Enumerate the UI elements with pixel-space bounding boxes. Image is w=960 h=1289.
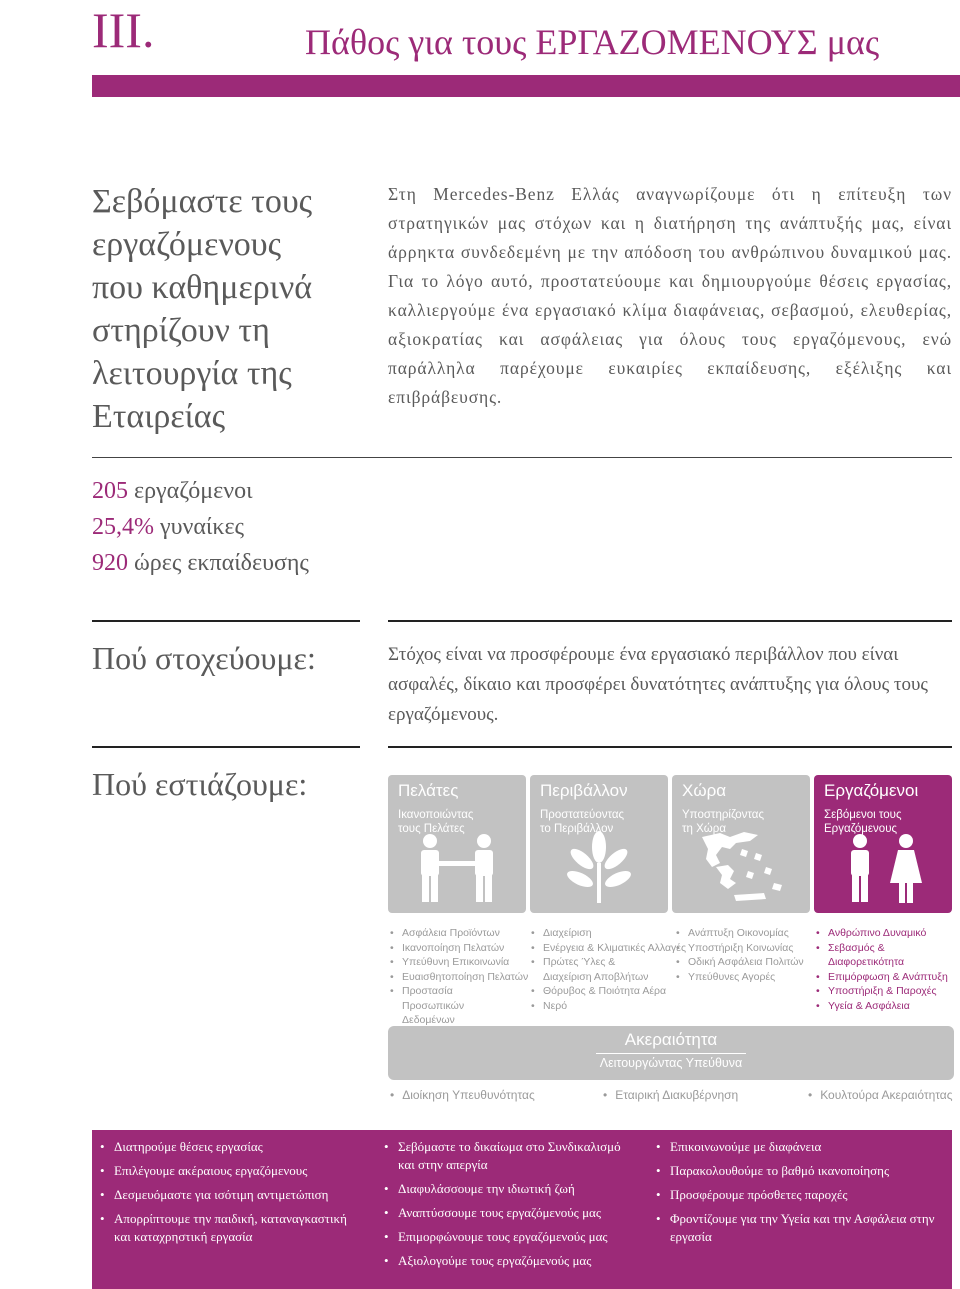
stat-label: εργαζόμενοι (134, 478, 253, 504)
focus-card-employees (814, 775, 952, 913)
header-bar (92, 75, 960, 97)
intro-heading-line: εργαζόμενους (92, 226, 282, 263)
integrity-underline (596, 1053, 746, 1054)
card-title: Περιβάλλον (540, 781, 628, 800)
divider (388, 620, 952, 622)
bottom-pillar-label: Εταιρική Διακυβέρνηση (615, 1088, 739, 1102)
list-item: • Σεβόμαστε το δικαίωμα στο Συνδικαλισμό και στην απεργία (384, 1138, 634, 1174)
divider (92, 457, 952, 458)
card-title: Πελάτες (398, 781, 459, 800)
employees-topic-list (816, 926, 960, 1013)
integrity-subtitle: Λειτουργώντας Υπεύθυνα (599, 1056, 743, 1070)
list-item: • Δεσμευόμαστε για ισότιμη αντιμετώπιση (100, 1186, 350, 1204)
list-item: • Ασφάλεια Προϊόντων (390, 926, 550, 941)
page-title: Πάθος για τους ΕΡΓΑΖΟΜΕΝΟΥΣ μας (305, 22, 880, 62)
list-item: • Υγεία & Ασφάλεια (816, 999, 960, 1014)
environment-topic-list (531, 926, 691, 1013)
integrity-bar (388, 1026, 954, 1080)
list-item: • Διαχείριση (531, 926, 691, 941)
list-item: • Επιμορφώνουμε τους εργαζόμενούς μας (384, 1228, 634, 1246)
list-item: • Ικανοποίηση Πελατών (390, 941, 550, 956)
bullet-dot: • (808, 1088, 813, 1102)
bottom-pillar-label: Κουλτούρα Ακεραιότητας (820, 1088, 953, 1102)
list-item: • Απορρίπτουμε την παιδική, καταναγκαστική και καταχρηστική εργασία (100, 1210, 350, 1246)
list-item: • Υπεύθυνες Αγορές (676, 970, 836, 985)
intro-heading-line: λειτουργία της (92, 355, 292, 392)
customers-topic-list (390, 926, 550, 1028)
list-item: • Νερό (531, 999, 691, 1014)
card-title: Εργαζόμενοι (824, 781, 919, 800)
list-item: • Αξιολογούμε τους εργαζόμενούς μας (384, 1252, 634, 1270)
country-topic-list (676, 926, 836, 984)
card-subtitle-line: τη Χώρα (682, 823, 726, 835)
focus-card-customers (388, 775, 526, 913)
card-subtitle (824, 808, 902, 836)
intro-heading-line: Σεβόμαστε τους (92, 183, 313, 220)
section-number: III. (92, 2, 155, 58)
goal-label: Πού στοχεύουμε: (92, 640, 316, 676)
stat-women (92, 509, 309, 545)
list-item: • Υπεύθυνη Επικοινωνία (390, 955, 550, 970)
key-stats (92, 473, 309, 581)
stat-value: 205 (92, 478, 128, 504)
list-item: • Φροντίζουμε για την Υγεία και την Ασφάλεια στην εργασία (656, 1210, 941, 1246)
stat-value: 25,4% (92, 514, 154, 540)
divider (92, 620, 360, 622)
list-item: • Επικοινωνούμε με διαφάνεια (656, 1138, 941, 1156)
card-subtitle-line: Εργαζόμενους (824, 823, 898, 835)
bottom-pillar-label: Διοίκηση Υπευθυνότητας (402, 1088, 535, 1102)
stat-label: γυναίκες (160, 514, 245, 540)
commitments-column-3 (656, 1138, 941, 1252)
bottom-pillar (390, 1088, 535, 1102)
card-subtitle-line: τους Πελάτες (398, 823, 465, 835)
stat-training-hours (92, 545, 309, 581)
list-item: • Θόρυβος & Ποιότητα Αέρα (531, 984, 691, 999)
list-item: • Ανθρώπινο Δυναμικό (816, 926, 960, 941)
stat-label: ώρες εκπαίδευσης (134, 550, 309, 576)
focus-card-environment (530, 775, 668, 913)
bottom-pillar (603, 1088, 738, 1102)
list-item: • Ευαισθητοποίηση Πελατών (390, 970, 550, 985)
list-item: • Ανάπτυξη Οικονομίας (676, 926, 836, 941)
list-item: • Προστασία Προσωπικών Δεδομένων (390, 984, 512, 1028)
bullet-dot: • (390, 1088, 395, 1102)
list-item: • Σεβασμός & Διαφορετικότητα (816, 941, 960, 970)
intro-heading-line: στηρίζουν τη (92, 312, 270, 349)
commitments-column-1 (100, 1138, 350, 1252)
focus-label: Πού εστιάζουμε: (92, 766, 308, 802)
bullet-dot: • (603, 1088, 608, 1102)
intro-heading-line: που καθημερινά (92, 269, 313, 306)
card-subtitle (398, 808, 473, 836)
bottom-pillar (808, 1088, 953, 1102)
stat-value: 920 (92, 550, 128, 576)
card-subtitle-line: το Περιβάλλον (540, 823, 614, 835)
intro-heading-line: Εταιρείας (92, 398, 226, 435)
list-item: • Προσφέρουμε πρόσθετες παροχές (656, 1186, 941, 1204)
list-item: • Αναπτύσσουμε τους εργαζόμενούς μας (384, 1204, 634, 1222)
card-subtitle (682, 808, 764, 836)
card-subtitle-line: Υποστηρίζοντας (682, 809, 764, 821)
commitments-column-2 (384, 1138, 634, 1276)
list-item: • Πρώτες Ύλες & Διαχείριση Αποβλήτων (531, 955, 661, 984)
list-item: • Ενέργεια & Κλιματικές Αλλαγές (531, 941, 691, 956)
list-item: • Επιλέγουμε ακέραιους εργαζόμενους (100, 1162, 350, 1180)
focus-card-country (672, 775, 810, 913)
intro-paragraph: Στη Mercedes-Benz Ελλάς αναγνωρίζουμε ότι η επίτευξη των στρατηγικών μας στόχων και η διατήρηση της ανάπτυξής μας, είναι άρρηκτα συνδεδεμένη με την απόδοση του ανθρώπινου δυναμικού μας. Για το λόγο αυτό, προστατεύουμε και δημιουργούμε θέσεις εργασίας, καλλιεργούμε ένα εργασιακό κλίμα διαφάνειας, σεβασμού, ελευθερίας, αξιοκρατίας και ασφάλειας για όλους τους εργαζόμενους, ενώ παράλληλα παρέχουμε ευκαιρίες εκπαίδευσης, εξέλιξης και επιβράβευσης. (388, 184, 952, 407)
list-item: • Διαφυλάσσουμε την ιδιωτική ζωή (384, 1180, 634, 1198)
card-subtitle-line: Σεβόμενοι τους (824, 809, 902, 821)
list-item: • Υποστήριξη & Παροχές (816, 984, 960, 999)
goal-text: Στόχος είναι να προσφέρουμε ένα εργασιακό περιβάλλον που είναι ασφαλές, δίκαιο και προσφέρει δυνατότητες ανάπτυξης για όλους τους εργαζόμενους. (388, 644, 928, 725)
card-title: Χώρα (682, 781, 727, 800)
intro-heading (92, 180, 352, 438)
divider (92, 746, 360, 748)
integrity-title: Ακεραιότητα (624, 1030, 718, 1049)
card-subtitle-line: Ικανοποιώντας (398, 809, 474, 821)
list-item: • Διατηρούμε θέσεις εργασίας (100, 1138, 350, 1156)
list-item: • Οδική Ασφάλεια Πολιτών (676, 955, 836, 970)
stat-employees (92, 473, 309, 509)
card-subtitle-line: Προστατεύοντας (540, 809, 625, 821)
divider (388, 746, 952, 748)
list-item: • Παρακολουθούμε το βαθμό ικανοποίησης (656, 1162, 941, 1180)
list-item: • Υποστήριξη Κοινωνίας (676, 941, 836, 956)
list-item: • Επιμόρφωση & Ανάπτυξη (816, 970, 960, 985)
commitments-box (92, 1130, 952, 1289)
card-subtitle (540, 808, 624, 836)
